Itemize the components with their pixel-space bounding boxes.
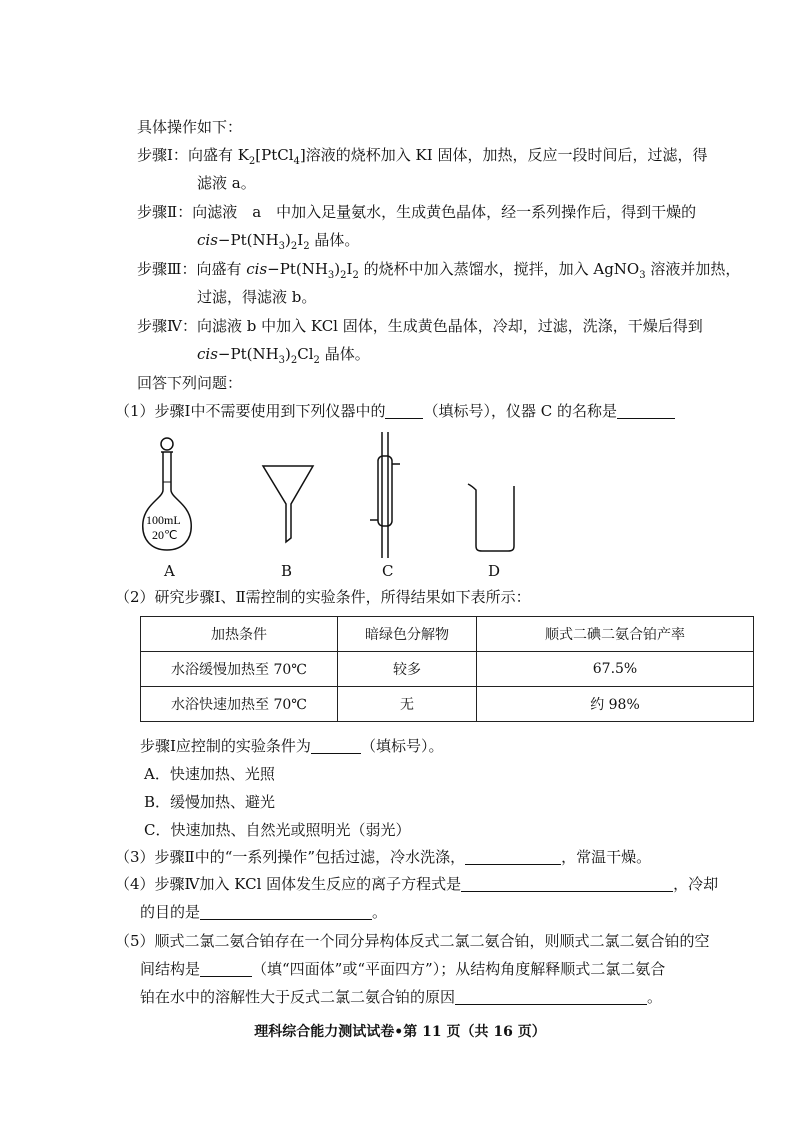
q2-prompt: 步骤Ⅰ应控制的实验条件为 （填标号）。 xyxy=(140,737,444,755)
question-3: （3）步骤Ⅱ中的“一系列操作”包括过滤，冷水洗涤， ，常温干燥。 xyxy=(115,848,652,866)
step2-line2: $cis-Pt(NH_3)_2I_2$ 晶体。 xyxy=(197,231,360,252)
step1-line1: 步骤Ⅰ：向盛有 $K_2[PtCl_4]$溶液的烧杯加入 KI 固体，加热，反应一段时间后，过滤，得 xyxy=(137,146,708,167)
funnel-icon xyxy=(263,466,313,542)
conditions-table xyxy=(140,616,754,722)
q1-blank-2[interactable] xyxy=(617,402,675,419)
question-5-line3: 铂在水中的溶解性大于反式二氯二氨合铂的原因 。 xyxy=(140,988,663,1006)
step1-line2: 滤液 a。 xyxy=(197,174,256,192)
flask-label-temp: 20℃ xyxy=(152,528,178,542)
q2-blank[interactable] xyxy=(311,737,361,754)
step3-line2: 过滤，得滤液 b。 xyxy=(197,288,317,306)
apparatus-label-a: A xyxy=(164,562,175,580)
step4-line1: 步骤Ⅳ：向滤液 b 中加入 KCl 固体，生成黄色晶体，冷却，过滤，洗涤，干燥后得到 xyxy=(137,317,703,335)
table-header-row xyxy=(141,617,754,652)
page-footer: 理科综合能力测试试卷•第 11 页（共 16 页） xyxy=(254,1024,546,1040)
table-header: 暗绿色分解物 xyxy=(338,617,477,652)
q4-blank-2[interactable] xyxy=(200,903,372,920)
question-5-line2: 间结构是 （填“四面体”或“平面四方”）；从结构角度解释顺式二氯二氨合 xyxy=(140,960,666,978)
beaker-icon xyxy=(468,484,514,551)
apparatus-label-c: C xyxy=(382,562,394,580)
apparatus-label-b: B xyxy=(281,562,293,580)
question-5-line1: （5）顺式二氯二氨合铂存在一个同分异构体反式二氯二氨合铂，则顺式二氯二氨合铂的空 xyxy=(115,932,710,950)
step4-line2: $cis-Pt(NH_3)_2Cl_2$ 晶体。 xyxy=(197,345,370,366)
question-1: （1）步骤Ⅰ中不需要使用到下列仪器中的 （填标号），仪器 C 的名称是 xyxy=(115,400,675,422)
q1-blank-1[interactable] xyxy=(385,402,423,419)
intro-text: 具体操作如下： xyxy=(137,118,243,136)
flask-label-volume: 100mL xyxy=(146,513,181,527)
step3-line1: 步骤Ⅲ：向盛有 $cis-Pt(NH_3)_2I_2$ 的烧杯中加入蒸馏水，搅拌，加入 AgNO$_3$ 溶液并加热， xyxy=(137,260,741,281)
question-2: （2）研究步骤Ⅰ、Ⅱ需控制的实验条件，所得结果如下表所示： xyxy=(115,588,531,606)
table-cell: 水浴快速加热至 70℃ xyxy=(141,687,338,722)
q3-blank[interactable] xyxy=(465,848,561,865)
question-4-line2: 的目的是 。 xyxy=(140,903,388,921)
table-header: 顺式二碘二氨合铂产率 xyxy=(477,617,754,652)
question-4-line1: （4）步骤Ⅳ加入 KCl 固体发生反应的离子方程式是 ，冷却 xyxy=(115,875,719,893)
apparatus-figure xyxy=(130,430,550,580)
table-cell: 无 xyxy=(338,687,477,722)
apparatus-label-d: D xyxy=(488,562,501,580)
table-cell: 约 98% xyxy=(477,687,754,722)
table-cell: 较多 xyxy=(338,652,477,687)
table-header: 加热条件 xyxy=(141,617,338,652)
q2-option-b: B．缓慢加热、避光 xyxy=(144,793,276,811)
q5-blank-2[interactable] xyxy=(455,988,647,1005)
q4-blank-1[interactable] xyxy=(461,875,673,892)
q5-blank-1[interactable] xyxy=(200,960,252,977)
table-row xyxy=(141,687,754,722)
step2-line1: 步骤Ⅱ：向滤液 a 中加入足量氨水，生成黄色晶体，经一系列操作后，得到干燥的 xyxy=(137,203,697,221)
q2-option-c: C．快速加热、自然光或照明光（弱光） xyxy=(144,821,411,839)
table-cell: 水浴缓慢加热至 70℃ xyxy=(141,652,338,687)
condenser-icon xyxy=(370,432,400,558)
table-cell: 67.5% xyxy=(477,652,754,687)
table-row xyxy=(141,652,754,687)
q2-option-a: A．快速加热、光照 xyxy=(144,765,275,783)
answer-prompt: 回答下列问题： xyxy=(137,374,243,392)
